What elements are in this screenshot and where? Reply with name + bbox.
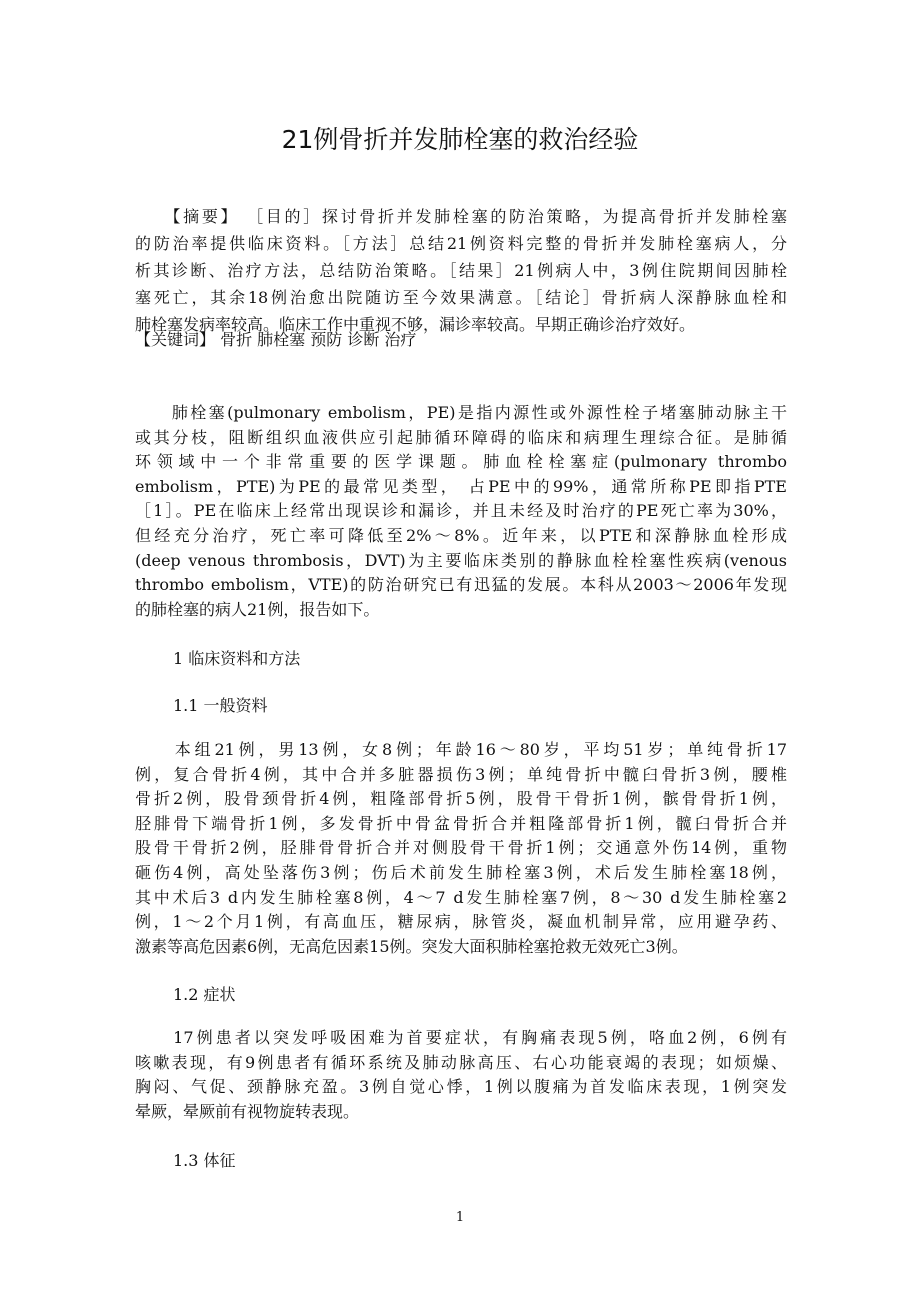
text-line: ［1］。PE在临床上经常出现误诊和漏诊，并且未经及时治疗的PE死亡率为30%， (135, 501, 787, 521)
intro-paragraph (135, 401, 787, 622)
text-line: 塞死亡，其余18例治愈出院随访至今效果满意。［结论］骨折病人深静脉血栓和 (135, 288, 787, 307)
text-line: (deep venous thrombosis，DVT)为主要临床类别的静脉血栓栓塞性疾病(venous (135, 550, 787, 570)
text-line: 激素等高危因素6例，无高危因素15例。突发大面积肺栓塞抢救无效死亡3例。 (135, 936, 688, 956)
text-line: 其中术后3 d内发生肺栓塞8例，4～7 d发生肺栓塞7例，8～30 d发生肺栓塞2 (135, 887, 787, 907)
text-line: 本组21例，男13例，女8例；年龄16～80岁，平均51岁；单纯骨折17 (135, 740, 787, 759)
general-paragraph (135, 738, 787, 959)
section-heading: 1.2 症状 (173, 985, 236, 1004)
text-line: 骨折2例，股骨颈骨折4例，粗隆部骨折5例，股骨干骨折1例，髌骨骨折1例， (135, 789, 787, 809)
text-line: 肺栓塞发病率较高。临床工作中重视不够，漏诊率较高。早期正确诊治疗效好。 (135, 315, 696, 334)
symptoms-paragraph (135, 1026, 787, 1124)
abstract (135, 203, 787, 338)
text-line: 的肺栓塞的病人21例，报告如下。 (135, 599, 380, 619)
keywords: 【关键词】 骨折 肺栓塞 预防 诊断 治疗 (135, 330, 417, 349)
text-line: 【摘要】 ［目的］探讨骨折并发肺栓塞的防治策略，为提高骨折并发肺栓塞 (135, 207, 787, 226)
text-line: 胸闷、气促、颈静脉充盈。3例自觉心悸，1例以腹痛为首发临床表现，1例突发 (135, 1077, 787, 1097)
text-line: 肺栓塞(pulmonary embolism，PE)是指内源性或外源性栓子堵塞肺动脉主干 (135, 403, 787, 422)
text-line: 例，复合骨折4例，其中合并多脏器损伤3例；单纯骨折中髋臼骨折3例，腰椎 (135, 764, 787, 784)
text-line: thrombo embolism，VTE)的防治研究已有迅猛的发展。本科从2003～2006年发现 (135, 575, 787, 595)
text-line: 环领域中一个非常重要的医学课题。肺血栓栓塞症(pulmonary thrombo (135, 452, 787, 472)
text-line: 晕厥，晕厥前有视物旋转表现。 (135, 1101, 360, 1121)
text-line: 或其分枝，阻断组织血液供应引起肺循环障碍的临床和病理生理综合征。是肺循 (135, 427, 787, 447)
text-line: 股骨干骨折2例，胫腓骨骨折合并对侧股骨干骨折1例；交通意外伤14例，重物 (135, 838, 787, 858)
text-line: 析其诊断、治疗方法，总结防治策略。［结果］21例病人中，3例住院期间因肺栓 (135, 261, 787, 280)
text-line: 的防治率提供临床资料。［方法］总结21例资料完整的骨折并发肺栓塞病人，分 (135, 234, 787, 253)
page-number: 1 (455, 1210, 465, 1225)
section-heading: 1 临床资料和方法 (173, 649, 301, 668)
text-line: 但经充分治疗，死亡率可降低至2%～8%。近年来，以PTE和深静脉血栓形成 (135, 525, 787, 545)
text-line: 胫腓骨下端骨折1例，多发骨折中骨盆骨折合并粗隆部骨折1例，髋臼骨折合并 (135, 813, 787, 833)
text-line: embolism，PTE)为PE的最常见类型， 占PE中的99%，通常所称PE即指PTE (135, 476, 787, 496)
page-title: 21例骨折并发肺栓塞的救治经验 (281, 125, 639, 154)
text-line: 咳嗽表现，有9例患者有循环系统及肺动脉高压、右心功能衰竭的表现；如烦燥、 (135, 1052, 787, 1072)
section-heading: 1.1 一般资料 (173, 696, 268, 715)
text-line: 17例患者以突发呼吸困难为首要症状，有胸痛表现5例，咯血2例，6例有 (135, 1028, 787, 1047)
section-heading: 1.3 体征 (173, 1151, 236, 1170)
text-line: 砸伤4例，高处坠落伤3例；伤后术前发生肺栓塞3例，术后发生肺栓塞18例， (135, 862, 787, 882)
text-line: 例，1～2个月1例，有高血压，糖尿病，脉管炎，凝血机制异常，应用避孕药、 (135, 912, 787, 932)
